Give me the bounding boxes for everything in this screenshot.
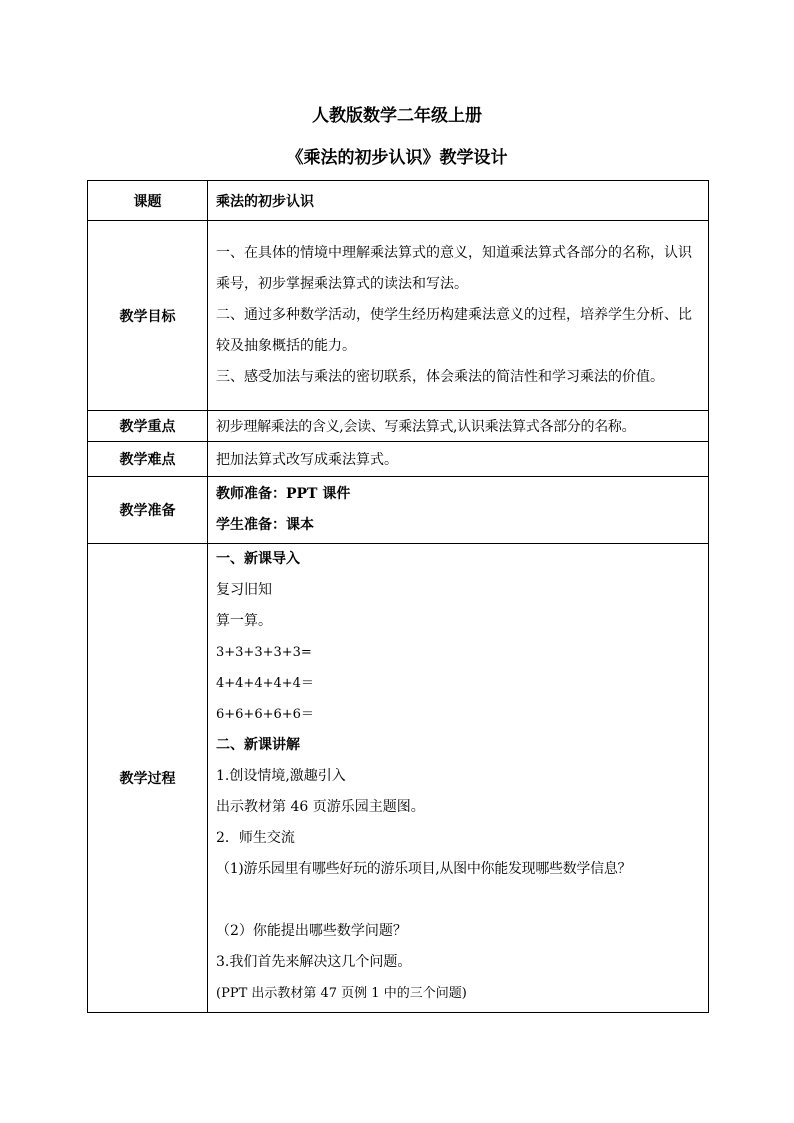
process-line: 2．师生交流 (216, 830, 295, 846)
table-row-goals (88, 221, 709, 411)
process-line: 算一算。 (216, 613, 272, 629)
process-line: 6+6+6+6+6＝ (216, 707, 314, 722)
process-line: 4+4+4+4+4＝ (216, 676, 314, 691)
difficulties-label: 教学难点 (88, 442, 208, 477)
document-subtitle: 《乘法的初步认识》教学设计 (286, 148, 508, 168)
key-points-label: 教学重点 (88, 411, 208, 442)
process-line: 一、新课导入 (216, 551, 300, 567)
process-line: 3.我们首先来解决这几个问题。 (216, 954, 412, 970)
preparation-label: 教学准备 (88, 477, 208, 544)
process-label: 教学过程 (88, 544, 208, 1013)
process-line: 3+3+3+3+3= (216, 645, 312, 660)
goal-item-3: 三、感受加法与乘法的密切联系，体会乘法的简洁性和学习乘法的价值。 (216, 369, 664, 385)
goals-content (208, 221, 709, 411)
process-line: （2）你能提出哪些数学问题？ (216, 923, 407, 939)
process-line: (PPT 出示教材第 47 页例 1 中的三个问题) (216, 986, 467, 1001)
process-line: 二、新课讲解 (216, 737, 300, 753)
goal-item-1: 一、在具体的情境中理解乘法算式的意义，知道乘法算式各部分的名称，认识乘号，初步掌握乘法算式的读法和写法。 (216, 245, 692, 292)
process-line: 1.创设情境,激趣引入 (216, 768, 346, 784)
key-points-value: 初步理解乘法的含义,会读、写乘法算式,认识乘法算式各部分的名称。 (208, 411, 709, 442)
difficulties-value: 把加法算式改写成乘法算式。 (208, 442, 709, 477)
table-row-key-points (88, 411, 709, 442)
topic-label: 课题 (88, 181, 208, 221)
process-content (208, 544, 709, 1013)
table-row-topic (88, 181, 709, 221)
preparation-content (208, 477, 709, 544)
process-blank-line (216, 885, 704, 916)
teacher-preparation: 教师准备：PPT 课件 (216, 486, 351, 502)
process-line: 出示教材第 46 页游乐园主题图。 (216, 799, 425, 815)
topic-value: 乘法的初步认识 (208, 181, 709, 221)
goals-label: 教学目标 (88, 221, 208, 411)
student-preparation: 学生准备：课本 (216, 517, 314, 533)
table-row-process (88, 544, 709, 1013)
table-row-preparation (88, 477, 709, 544)
lesson-plan-table (87, 180, 709, 1013)
table-row-difficulties (88, 442, 709, 477)
goal-item-2: 二、通过多种数学活动，使学生经历构建乘法意义的过程，培养学生分析、比较及抽象概括的能力。 (216, 307, 692, 354)
document-title: 人教版数学二年级上册 (312, 106, 482, 126)
process-line: （1)游乐园里有哪些好玩的游乐项目,从图中你能发现哪些数学信息？ (216, 861, 632, 877)
process-line: 复习旧知 (216, 582, 272, 598)
